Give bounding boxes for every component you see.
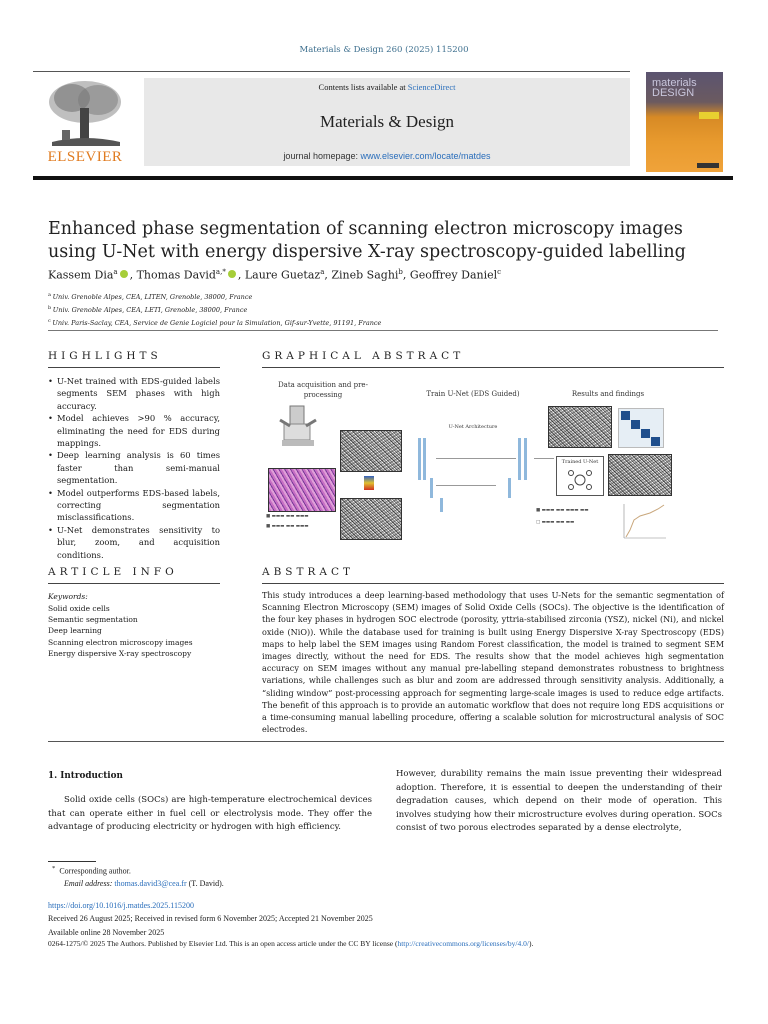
- keyword: Solid oxide cells: [48, 604, 110, 613]
- unet-decoder-block: [518, 438, 521, 480]
- eds-map-image: [268, 468, 336, 512]
- elsevier-logo: [42, 78, 128, 166]
- unet-decoder-block: [524, 438, 527, 480]
- journal-homepage: [144, 151, 630, 161]
- orcid-icon[interactable]: [120, 270, 128, 278]
- abstract-heading: ABSTRACT: [262, 566, 355, 578]
- keywords-list: [48, 603, 193, 659]
- article-info-rule: [48, 583, 220, 584]
- license-link[interactable]: http://creativecommons.org/licenses/by/4.0/: [397, 939, 529, 948]
- cover-title: materials DESIGN: [652, 77, 697, 99]
- keyword: Semantic segmentation: [48, 615, 138, 625]
- doi-link[interactable]: https://doi.org/10.1016/j.matdes.2025.115200: [48, 901, 194, 910]
- ga-note-1: ■ ▬▬▬ ▬▬ ▬▬▬: [266, 514, 309, 519]
- author-list: Kassem Dia$^a$ , Thomas David$^{a,*}$ , Laure Guetaz$^a$, Zineb Saghi$^b$, Geoffrey Daniel$^c$: [48, 268, 502, 282]
- segmented-result-image: [608, 454, 672, 496]
- unet-encoder-block: [440, 498, 443, 512]
- affiliations: [48, 290, 381, 329]
- microscope-icon: [278, 402, 318, 450]
- author-affiliation-mark: c: [497, 268, 502, 276]
- sem-image: [340, 430, 402, 472]
- orcid-icon[interactable]: [228, 270, 236, 278]
- author[interactable]: Laure Guetaz: [244, 268, 321, 282]
- author[interactable]: Geoffrey Daniel: [409, 268, 498, 282]
- keyword: Energy dispersive X-ray spectroscopy: [48, 648, 192, 658]
- article-info-heading: ARTICLE INFO: [48, 566, 178, 578]
- keyword: Scanning electron microscopy images: [48, 637, 193, 647]
- received-dates: Received 26 August 2025; Received in revised form 6 November 2025; Accepted 21 November 2025: [48, 914, 373, 923]
- corresponding-author-note: * Corresponding author.: [52, 865, 131, 876]
- author-affiliation-mark: a,*: [215, 268, 226, 276]
- highlights-rule: [48, 367, 220, 368]
- eds-labelled-image: [340, 498, 402, 540]
- unet-encoder-block: [423, 438, 426, 480]
- affiliation: $^a$ Univ. Grenoble Alpes, CEA, LITEN, Grenoble, 38000, France: [48, 292, 253, 302]
- contents-line: [144, 82, 630, 92]
- journal-title: Materials & Design: [319, 112, 455, 131]
- running-head: Materials & Design 260 (2025) 115200: [299, 45, 469, 55]
- graphical-abstract-heading: GRAPHICAL ABSTRACT: [262, 350, 465, 362]
- keyword: Deep learning: [48, 626, 102, 636]
- introduction-heading: 1. Introduction: [48, 771, 123, 781]
- author[interactable]: Kassem Dia: [48, 268, 114, 282]
- labelling-icon: [364, 476, 374, 490]
- author[interactable]: Zineb Saghi: [331, 268, 399, 282]
- elsevier-tree-icon: [42, 78, 128, 148]
- ga-result-note-1: ■ ▬▬▬ ▬▬ ▬▬▬ ▬▬: [536, 508, 589, 513]
- license-line: 0264-1275/© 2025 The Authors. Published by Elsevier Ltd. This is an open access article under the CC BY license (http://creativecommons.org/licenses/by/4.0/).: [48, 939, 534, 948]
- graphical-abstract-figure: [258, 372, 728, 550]
- email-link[interactable]: thomas.david3@cea.fr: [114, 879, 187, 888]
- affiliation: $^c$ Univ. Paris-Saclay, CEA, Service de Genie Logiciel pour la Simulation, Gif-sur-Yvette, 91191, France: [48, 318, 382, 328]
- affiliation: $^b$ Univ. Grenoble Alpes, CEA, LETI, Grenoble, 38000, France: [48, 305, 248, 315]
- neural-network-icon: [567, 469, 593, 491]
- highlight-item: • U-Net trained with EDS-guided labels segments SEM phases with high accuracy.: [48, 375, 220, 412]
- article-title: Enhanced phase segmentation of scanning electron microscopy images using U-Net with energy dispersive X-ray spectroscopy-guided labelling: [48, 219, 686, 262]
- trained-unet-box: Trained U-Net: [556, 456, 604, 496]
- ga-panel-1-title: Data acquisition and pre-processing: [278, 381, 368, 399]
- ga-result-note-2: □ ▬▬▬ ▬▬ ▬▬: [536, 520, 575, 525]
- keywords-label: Keywords:: [48, 592, 88, 601]
- author-affiliation-mark: a: [320, 268, 325, 276]
- divider: [48, 330, 718, 331]
- sciencedirect-link[interactable]: ScienceDirect: [407, 82, 456, 92]
- confusion-matrix: [618, 408, 664, 448]
- author[interactable]: Thomas David: [136, 268, 216, 282]
- highlight-item: • Model achieves >90 % accuracy, eliminating the need for EDS during mappings.: [48, 412, 220, 449]
- footnote-rule: [48, 861, 96, 862]
- result-sem-image: [548, 406, 612, 448]
- accuracy-curve-plot: [620, 502, 668, 542]
- cover-badge: [699, 112, 719, 119]
- unet-encoder-block: [418, 438, 421, 480]
- author-affiliation-mark: b: [398, 268, 403, 276]
- unet-decoder-block: [508, 478, 511, 498]
- ga-panel-2-subtitle: U-Net Architecture: [448, 424, 498, 430]
- divider: [48, 741, 724, 742]
- ga-panel-3-title: Results and findings: [571, 390, 645, 398]
- homepage-link[interactable]: www.elsevier.com/locate/matdes: [360, 151, 491, 161]
- abstract-rule: [262, 583, 724, 584]
- header-thick-rule: [33, 176, 733, 180]
- ga-panel-2-title: Train U-Net (EDS Guided): [426, 390, 520, 398]
- unet-encoder-block: [430, 478, 433, 498]
- cover-publisher-mark: [697, 163, 719, 168]
- unet-skip-connection: [436, 458, 516, 459]
- author-affiliation-mark: a: [113, 268, 118, 276]
- elsevier-wordmark: ELSEVIER: [47, 149, 123, 165]
- contents-prefix: Contents lists available at: [318, 82, 408, 92]
- introduction-text-right: However, durability remains the main issue preventing their widespread adoption. Therefore, it is essential to deepen the understanding of their degradation causes, which depend on their mode of operation. This involves studying how their microstructure evolves during operation. SOCs consist of two porous electrodes separated by a dense electrolyte,: [396, 769, 722, 833]
- homepage-prefix: journal homepage:: [283, 151, 361, 161]
- top-rule: [33, 71, 630, 72]
- introduction-text-left: Solid oxide cells (SOCs) are high-temperature electrochemical devices that can operate either in fuel cell or electrolysis mode. They offer the advantage of producing electricity or hydrogen with high efficiency.: [48, 795, 372, 832]
- abstract-text: This study introduces a deep learning-based methodology that uses U-Nets for the semantic segmentation of Scanning Electron Microscopy (SEM) images of Solid Oxide Cells (SOCs). The objective is the identification of the four key phases in hydrogen SOC electrode (porosity, yttria-stabilised zirconia (YSZ), nickel (Ni), and nickel oxide (NiO)). While the database used for training is built using Energy Dispersive X-ray Spectroscopy (EDS) maps to help label the SEM images using Random Forest classification, the model is trained to segment SEM images directly, without the need for EDS. The results show that the model achieves high segmentation accuracy on SEM images without any manual pre-labelling stepand demonstrates robustness to brightness variations, while challenges such as blur and zoom are addressed through sensitivity analysis. Additionally, a “sliding window” post-processing approach for segmenting large-scale images is used to reduce edge artifacts. The benefit of this approach is to provide an automatic workflow that does not require long EDS acquisitions or a time-consuming manual labelling procedure, offering a scalable solution for microstructural analysis of SOC electrodes.: [262, 590, 724, 735]
- email-note: Email address: thomas.david3@cea.fr (T. David).: [64, 879, 224, 888]
- unet-skip-connection: [436, 485, 496, 486]
- highlights-list: [48, 375, 220, 561]
- graphical-abstract-rule: [262, 367, 724, 368]
- journal-cover-image: [646, 72, 723, 172]
- available-online-date: Available online 28 November 2025: [48, 928, 165, 937]
- ga-note-2: ■ ▬▬▬ ▬▬ ▬▬▬: [266, 524, 309, 529]
- highlight-item: • U-Net demonstrates sensitivity to blur, zoom, and acquisition conditions.: [48, 524, 220, 561]
- highlights-heading: HIGHLIGHTS: [48, 350, 162, 362]
- unet-output-connector: [534, 458, 554, 459]
- highlight-item: • Deep learning analysis is 60 times faster than semi-manual segmentation.: [48, 449, 220, 486]
- highlight-item: • Model outperforms EDS-based labels, correcting segmentation misclassifications.: [48, 487, 220, 524]
